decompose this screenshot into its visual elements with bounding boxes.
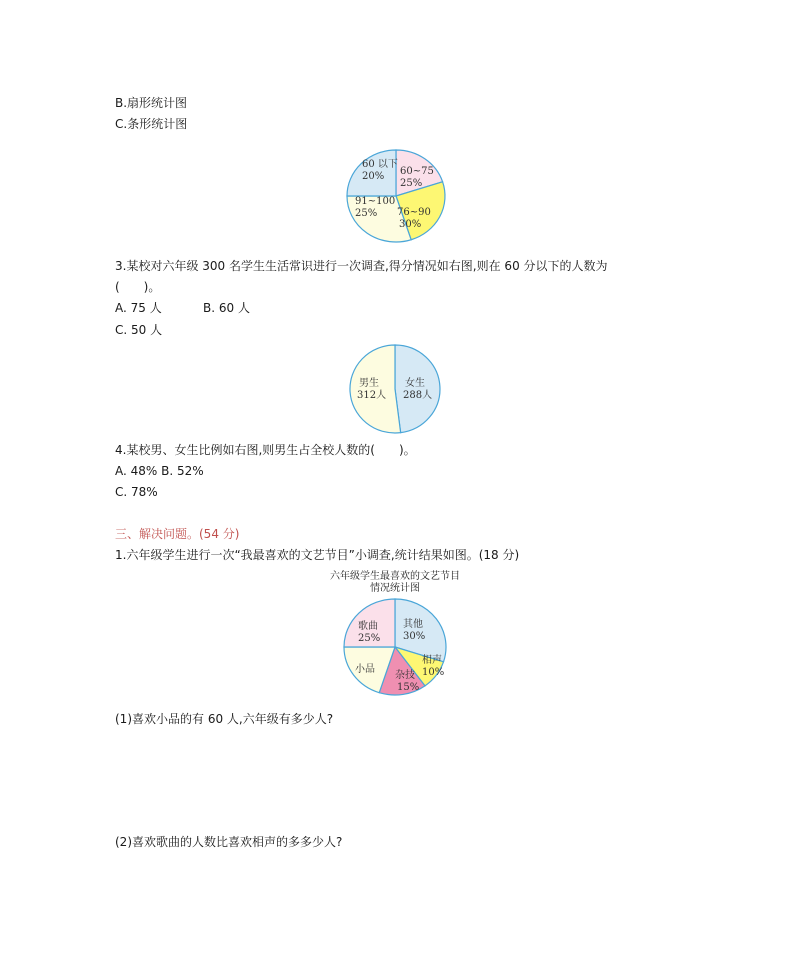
q2-option-b: B.扇形统计图 <box>115 96 188 110</box>
q4-options-ab: A. 48% B. 52% <box>115 464 204 478</box>
label-crosstalk: 相声 <box>422 655 442 666</box>
q3-answer-blank: ( )。 <box>115 280 161 294</box>
label-songs-pct: 25% <box>358 633 381 644</box>
label-crosstalk-pct: 10% <box>422 667 445 678</box>
q4-option-c: C. 78% <box>115 485 158 499</box>
q3-option-c: C. 50 人 <box>115 323 163 337</box>
label-girls: 女生 <box>405 378 425 389</box>
label-acrobatics: 杂技 <box>395 670 415 681</box>
programs-pie-chart <box>340 595 450 699</box>
score-pie-svg <box>340 145 452 247</box>
s3-q1-sub2: (2)喜欢歌曲的人数比喜欢相声的多多少人? <box>115 835 343 849</box>
label-skit: 小品 <box>355 664 375 675</box>
section-3-title: 三、解决问题。(54 分) <box>115 527 240 541</box>
label-other-pct: 30% <box>403 631 426 642</box>
programs-pie-svg <box>340 595 450 699</box>
score-pie-chart <box>340 145 452 247</box>
s3-q1-question: 1.六年级学生进行一次“我最喜欢的文艺节目”小调查,统计结果如图。(18 分) <box>115 548 520 562</box>
s3-q1-sub1: (1)喜欢小品的有 60 人,六年级有多少人? <box>115 712 334 726</box>
label-below-60: 60 以下 <box>362 159 398 170</box>
q3-option-b: B. 60 人 <box>203 301 250 315</box>
label-60-75-pct: 25% <box>400 178 423 189</box>
label-acrobatics-pct: 15% <box>397 682 420 693</box>
label-other: 其他 <box>403 619 423 630</box>
gender-pie-svg <box>345 342 445 436</box>
q4-question: 4.某校男、女生比例如右图,则男生占全校人数的( )。 <box>115 443 416 457</box>
label-76-90: 76~90 <box>397 207 431 218</box>
q3-question: 3.某校对六年级 300 名学生生活常识进行一次调查,得分情况如右图,则在 60 分以下的人数为 <box>115 259 608 273</box>
gender-pie-chart <box>345 342 445 436</box>
label-boys: 男生 <box>359 378 379 389</box>
label-girls-count: 288人 <box>403 390 433 401</box>
label-songs: 歌曲 <box>358 621 378 632</box>
label-boys-count: 312人 <box>357 390 387 401</box>
programs-chart-title-line1: 六年级学生最喜欢的文艺节目 <box>330 571 460 582</box>
programs-chart-title-line2: 情况统计图 <box>370 583 420 594</box>
q2-option-c: C.条形统计图 <box>115 117 188 131</box>
label-below-60-pct: 20% <box>362 171 385 182</box>
label-60-75: 60~75 <box>400 166 434 177</box>
label-91-100-pct: 25% <box>355 208 378 219</box>
q3-option-a: A. 75 人 <box>115 301 162 315</box>
label-91-100: 91~100 <box>355 196 396 207</box>
pie-slice-2-2 <box>350 345 401 433</box>
label-76-90-pct: 30% <box>399 219 422 230</box>
